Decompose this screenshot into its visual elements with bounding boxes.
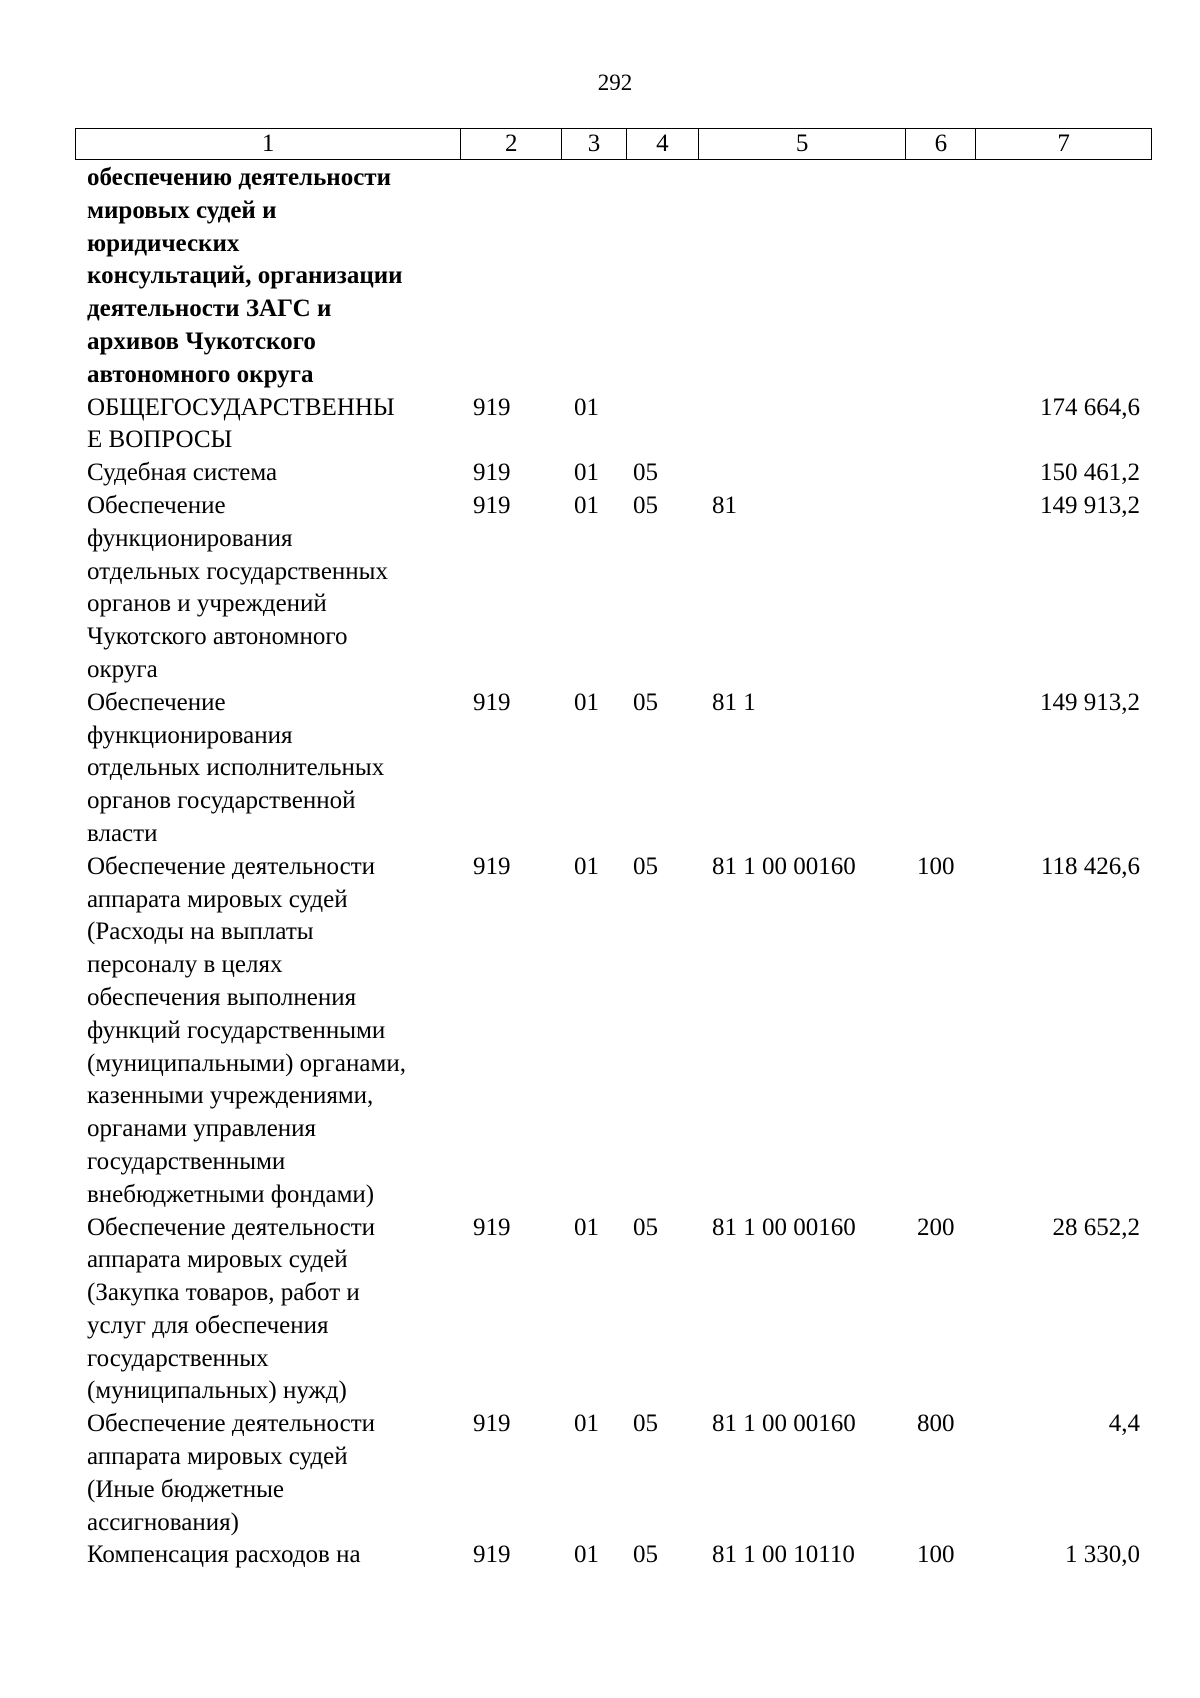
row-target-article-cell: 81 1 00 00160 (712, 1410, 856, 1438)
row-section-cell: 01 (574, 1410, 599, 1438)
table-row (75, 490, 1152, 687)
table-row (75, 392, 1152, 458)
row-code-cell: 919 (473, 1213, 511, 1241)
table-header (75, 128, 1152, 160)
row-name-cell: Судебная система (87, 459, 278, 487)
table-row (75, 1408, 1152, 1539)
header-col-4: 4 (627, 129, 699, 159)
row-expense-type-cell (907, 162, 977, 392)
row-subsection-cell: 05 (633, 688, 658, 716)
row-amount-cell: 28 652,2 (1052, 1213, 1140, 1241)
row-code-cell: 919 (473, 1541, 511, 1569)
row-expense-type-cell (907, 457, 977, 490)
row-amount-cell: 4,4 (1108, 1410, 1140, 1438)
row-code-cell: 919 (473, 393, 511, 421)
row-subsection-cell: 05 (633, 1213, 658, 1241)
row-code-cell: 919 (473, 1410, 511, 1438)
row-code-cell: 919 (473, 459, 511, 487)
row-code-cell: 919 (473, 688, 511, 716)
row-amount-cell: 149 913,2 (1040, 688, 1140, 716)
row-amount-cell: 174 664,6 (1040, 393, 1140, 421)
row-section-cell: 01 (574, 852, 599, 880)
row-target-article-cell: 81 1 00 10110 (712, 1541, 855, 1569)
page-number: 292 (597, 70, 633, 95)
row-name-cell: Обеспечение функционирования отдельных государственных органов и учреждений Чукотского автономного округа (87, 491, 388, 683)
table-row (75, 1212, 1152, 1409)
row-target-article-cell: 81 1 00 00160 (712, 1213, 856, 1241)
row-subsection-cell: 05 (633, 491, 658, 519)
header-col-2: 2 (461, 129, 562, 159)
header-col-1: 1 (76, 129, 461, 159)
row-section-cell (562, 162, 627, 392)
row-code-cell: 919 (473, 491, 511, 519)
row-target-article-cell: 81 (712, 491, 737, 519)
row-code-cell: 919 (473, 852, 511, 880)
row-subsection-cell: 05 (633, 459, 658, 487)
row-section-cell: 01 (574, 491, 599, 519)
header-col-6: 6 (906, 129, 976, 159)
row-target-article-cell (699, 392, 907, 458)
row-name-cell: обеспечению деятельности мировых судей и юридических консультаций, организации деятельности ЗАГС и архивов Чукотского автономного округа (87, 164, 403, 388)
table-row (75, 687, 1152, 851)
row-expense-type-cell (907, 490, 977, 687)
row-name-cell: Обеспечение деятельности аппарата мировых судей (Расходы на выплаты персоналу в целях обеспечения выполнения функций государственными (муниципальными) органами, казенными учреждениями, органами управления государственными внебюджетными фондами) (87, 852, 406, 1208)
row-section-cell: 01 (574, 688, 599, 716)
row-expense-type-cell: 100 (917, 852, 955, 880)
row-amount-cell: 150 461,2 (1040, 459, 1140, 487)
row-section-cell: 01 (574, 1541, 599, 1569)
row-amount-cell (977, 162, 1152, 392)
row-name-cell: ОБЩЕГОСУДАРСТВЕННЫ Е ВОПРОСЫ (87, 393, 395, 454)
table-row (75, 162, 1152, 392)
row-amount-cell: 1 330,0 (1065, 1541, 1140, 1569)
row-code-cell (461, 162, 562, 392)
row-expense-type-cell (907, 392, 977, 458)
row-subsection-cell (627, 162, 699, 392)
row-target-article-cell (699, 162, 907, 392)
header-col-3: 3 (562, 129, 627, 159)
row-subsection-cell: 05 (633, 852, 658, 880)
row-amount-cell: 118 426,6 (1040, 852, 1140, 880)
row-expense-type-cell: 800 (917, 1410, 955, 1438)
row-name-cell: Обеспечение деятельности аппарата мировых судей (Закупка товаров, работ и услуг для обеспечения государственных (муниципальных) нужд) (87, 1213, 376, 1405)
row-expense-type-cell: 200 (917, 1213, 955, 1241)
table-row (75, 457, 1152, 490)
row-section-cell: 01 (574, 459, 599, 487)
row-name-cell: Обеспечение деятельности аппарата мировых судей (Иные бюджетные ассигнования) (87, 1410, 376, 1536)
row-section-cell: 01 (574, 1213, 599, 1241)
row-subsection-cell: 05 (633, 1410, 658, 1438)
row-subsection-cell: 05 (633, 1541, 658, 1569)
row-expense-type-cell (907, 687, 977, 851)
row-target-article-cell (699, 457, 907, 490)
row-name-cell: Компенсация расходов на (87, 1541, 361, 1569)
header-col-5: 5 (699, 129, 907, 159)
row-target-article-cell: 81 1 00 00160 (712, 852, 856, 880)
row-amount-cell: 149 913,2 (1040, 491, 1140, 519)
table-row (75, 1539, 1152, 1572)
table-body (75, 162, 1152, 1572)
row-section-cell: 01 (574, 393, 599, 421)
header-col-7: 7 (1057, 130, 1070, 157)
table-row (75, 851, 1152, 1212)
row-expense-type-cell: 100 (917, 1541, 955, 1569)
row-subsection-cell (627, 392, 699, 458)
row-target-article-cell: 81 1 (712, 688, 756, 716)
row-name-cell: Обеспечение функционирования отдельных исполнительных органов государственной власти (87, 688, 385, 847)
